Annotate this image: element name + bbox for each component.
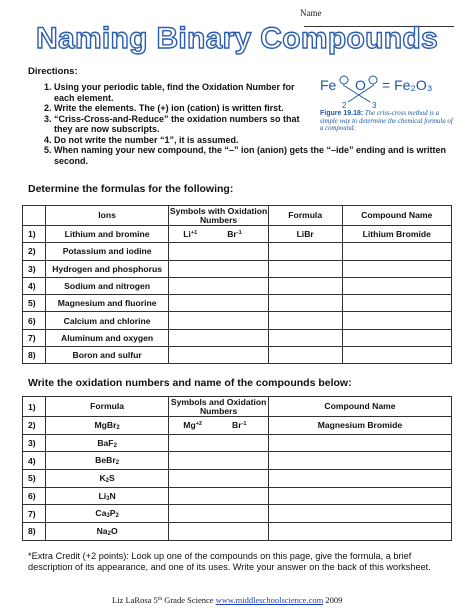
figure-caption	[320, 110, 455, 133]
page-title: Naming Binary Compounds	[36, 22, 438, 55]
figure-caption-text: The criss-cross method is a simple way to determine the chemical formula of a compound.	[320, 110, 453, 133]
row-number: 7)	[23, 329, 46, 346]
compound-name-cell[interactable]	[342, 260, 452, 277]
section2-heading: Write the oxidation numbers and name of the compounds below:	[28, 377, 352, 389]
formula-cell[interactable]	[268, 329, 342, 346]
symbols-cell[interactable]	[169, 295, 269, 312]
compound-name-cell[interactable]	[342, 295, 452, 312]
ions-cell: Lithium and bromine	[45, 226, 168, 243]
symbols-cell[interactable]	[169, 417, 269, 435]
row-number: 4)	[23, 277, 46, 294]
table-row	[23, 523, 452, 541]
symbols-cell[interactable]	[169, 312, 269, 329]
compound-name-cell[interactable]	[268, 487, 451, 505]
ions-cell: Boron and sulfur	[45, 347, 168, 364]
symbol-1: Mg	[183, 420, 196, 431]
criss-cross-figure	[318, 72, 448, 110]
table-row	[23, 243, 452, 260]
compound-name-cell[interactable]	[268, 434, 451, 452]
row-number: 8)	[23, 523, 46, 541]
formula-cell[interactable]	[268, 260, 342, 277]
header-symbols: Symbols with Oxidation Numbers	[169, 205, 268, 225]
compound-name-cell[interactable]	[342, 329, 452, 346]
table-row	[23, 295, 452, 312]
direction-step: 4. Do not write the number “1”, it is assumed.	[54, 135, 304, 146]
direction-step: 3. “Criss-Cross-and-Reduce” the oxidation numbers so that they are now subscripts.	[54, 114, 304, 135]
symbols-cell[interactable]	[169, 470, 269, 488]
compound-name-cell[interactable]	[268, 505, 451, 523]
row-number: 6)	[23, 312, 46, 329]
direction-step: 1. Using your periodic table, find the Oxidation Number for each element.	[54, 82, 304, 103]
formula-cell: $Li_3N$	[45, 487, 168, 505]
header-formula: Formula	[268, 206, 342, 226]
row-number: 6)	[23, 487, 46, 505]
formula-cell: $Ca_3P_2$	[45, 505, 168, 523]
table-row	[23, 277, 452, 294]
row-number: 7)	[23, 505, 46, 523]
figure-result-text: = Fe₂O₃	[382, 77, 433, 93]
header-num-cell	[23, 206, 46, 226]
formula-cell: BaF$_2$	[45, 434, 168, 452]
figure-caption-label: Figure 19.18:	[320, 110, 364, 117]
oxidation-2: -1	[241, 421, 247, 428]
compound-name-cell[interactable]	[268, 523, 451, 541]
row-number: 3)	[23, 260, 46, 277]
formula-cell[interactable]	[268, 243, 342, 260]
formula-cell[interactable]	[268, 277, 342, 294]
table-row	[23, 226, 452, 243]
footer-author: Liz LaRosa 5	[112, 595, 158, 605]
row-number: 8)	[23, 347, 46, 364]
formula-cell: MgBr$_2$	[45, 417, 168, 435]
table-row	[23, 452, 452, 470]
formula-cell[interactable]	[268, 295, 342, 312]
table-row	[23, 487, 452, 505]
figure-circle-right	[369, 76, 377, 84]
ions-cell: Hydrogen and phosphorus	[45, 260, 168, 277]
row-number: 1)	[23, 226, 46, 243]
formula-cell: BeBr$_2$	[45, 452, 168, 470]
oxidation-2: -1	[236, 230, 242, 237]
name-label: Name	[300, 8, 322, 18]
header-formula: Formula	[45, 397, 168, 417]
table-row	[23, 417, 452, 435]
direction-step: 2. Write the elements. The (+) ion (cation) is written first.	[54, 103, 304, 114]
compound-name-cell[interactable]	[342, 277, 452, 294]
symbols-cell[interactable]	[169, 347, 269, 364]
symbols-cell[interactable]	[169, 243, 269, 260]
row-number: 2)	[23, 417, 46, 435]
figure-fe-text: Fe	[320, 77, 337, 93]
compound-name-cell[interactable]	[342, 312, 452, 329]
footer-year: 2009	[323, 595, 343, 605]
table-row	[23, 434, 452, 452]
oxidation-1: +2	[195, 421, 202, 428]
table-row	[23, 470, 452, 488]
footer-grade: Grade Science	[162, 595, 216, 605]
compound-name-cell[interactable]: Magnesium Bromide	[268, 417, 451, 435]
compound-name-cell[interactable]	[268, 470, 451, 488]
table-header-row	[23, 206, 452, 226]
symbols-cell[interactable]	[169, 277, 269, 294]
symbol-2: Br	[232, 420, 242, 431]
header-symbols: Symbols and Oxidation Numbers	[169, 397, 269, 417]
header-ions: Ions	[45, 206, 168, 226]
symbols-cell[interactable]	[169, 452, 269, 470]
header-compound-name: Compound Name	[342, 206, 452, 226]
footer-website-link[interactable]: www.middleschoolscience.com	[215, 595, 324, 605]
compounds-table	[22, 396, 452, 541]
direction-step: 5. When naming your new compound, the “–” ion (anion) gets the “–ide” ending and is written second.	[54, 145, 446, 166]
row-number: 1)	[23, 397, 46, 417]
table-row	[23, 505, 452, 523]
table-row	[23, 260, 452, 277]
compound-name-cell[interactable]	[268, 452, 451, 470]
formula-cell: $K_2S$	[45, 470, 168, 488]
figure-num-3: 3	[372, 101, 377, 110]
formula-cell[interactable]	[268, 312, 342, 329]
ions-cell: Magnesium and fluorine	[45, 295, 168, 312]
oxidation-1: +1	[190, 230, 198, 237]
symbols-cell[interactable]	[169, 523, 269, 541]
row-number: 2)	[23, 243, 46, 260]
ions-cell: Potassium and iodine	[45, 243, 168, 260]
figure-o-text: O	[355, 77, 366, 93]
compound-name-cell[interactable]: Lithium Bromide	[342, 226, 452, 243]
formulas-table	[22, 205, 452, 364]
symbols-cell[interactable]	[169, 434, 269, 452]
symbol-2: Br	[227, 229, 237, 240]
directions-label: Directions:	[28, 66, 78, 77]
section1-heading: Determine the formulas for the following:	[28, 183, 234, 195]
row-number: 5)	[23, 470, 46, 488]
formula-cell[interactable]	[268, 347, 342, 364]
compound-name-cell[interactable]	[342, 347, 452, 364]
footer-sup: th	[157, 596, 163, 602]
symbols-cell[interactable]	[169, 329, 269, 346]
formula-cell[interactable]: LiBr	[268, 226, 342, 243]
compound-name-cell[interactable]	[342, 243, 452, 260]
symbols-cell[interactable]	[169, 505, 269, 523]
figure-circle-left	[340, 76, 348, 84]
symbols-cell[interactable]	[169, 487, 269, 505]
symbol-1: Li	[183, 229, 191, 240]
table-row	[23, 329, 452, 346]
header-compound-name: Compound Name	[268, 397, 451, 417]
row-number: 3)	[23, 434, 46, 452]
symbols-cell[interactable]	[169, 260, 269, 277]
symbols-cell[interactable]	[169, 226, 269, 243]
footer	[112, 595, 342, 605]
row-number: 4)	[23, 452, 46, 470]
extra-credit-note: *Extra Credit (+2 points): Look up one of the compounds on this page, give the formula, a brief description of its appearance, and one of its uses. Write your answer on the back of this worksheet.	[28, 551, 431, 572]
ions-cell: Aluminum and oxygen	[45, 329, 168, 346]
table-row	[23, 312, 452, 329]
table-row	[23, 347, 452, 364]
ions-cell: Calcium and chlorine	[45, 312, 168, 329]
figure-num-2: 2	[342, 101, 347, 110]
row-number: 5)	[23, 295, 46, 312]
formula-cell: $Na_2O$	[45, 523, 168, 541]
ions-cell: Sodium and nitrogen	[45, 277, 168, 294]
table-header-row	[23, 397, 452, 417]
